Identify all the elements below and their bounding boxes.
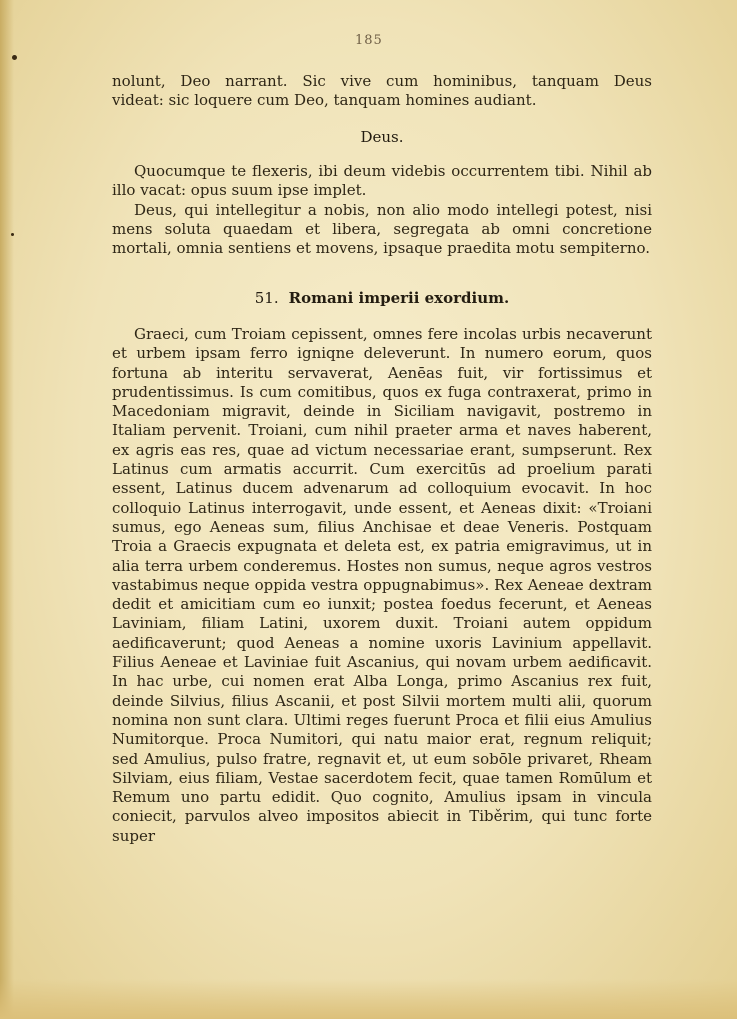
deus-paragraph: Quocumque te flexeris, ibi deum videbis occurrentem tibi. Nihil ab illo vacat: opus suum ipse implet. [112,162,652,200]
ink-spot [12,55,17,60]
deus-passage [112,162,652,258]
page-bottom-shadow [0,979,737,1019]
intro-line: nolunt, Deo narrant. Sic vive cum hominibus, tanquam Deus [112,72,652,90]
romani-passage [112,325,652,846]
page-edge-shadow [0,0,14,1019]
romani-paragraph: Graeci, cum Troiam cepissent, omnes fere incolas urbis necaverunt et urbem ipsam ferro igniqne deleverunt. In numero eorum, quos fortuna ab interitu servaverat, Aenēas fuit, vir fortissimus et prudentissimus. Is cum comitibus, quos ex fuga contraxerat, primo in Macedoniam migravit, deinde in Siciliam navigavit, postremo in Italiam pervenit. Troiani, cum nihil praeter arma et naves haberent, ex agris eas res, quae ad victum necessariae erant, sumpserunt. Rex Latinus cum armatis accurrit. Cum exercitūs ad proelium parati essent, Latinus ducem advenarum ad colloquium evocavit. In hoc colloquio Latinus interrogavit, unde essent, et Aeneas dixit: «Troiani sumus, ego Aeneas sum, filius Anchisae et deae Veneris. Postquam Troia a Graecis expugnata et deleta est, ex patria emigravimus, ut in alia terra urbem conderemus. Hostes non sumus, neque agros vestros vastabimus neque oppida vestra oppugnabimus». Rex Aeneae dextram dedit et amicitiam cum eo iunxit; postea foedus fecerunt, et Aeneas Laviniam, filiam Latini, uxorem duxit. Troiani autem oppidum aedificaverunt; quod Aeneas a nomine uxoris Lavinium appellavit. Filius Aeneae et Laviniae fuit Ascanius, qui novam urbem aedificavit. In hac urbe, cui nomen erat Alba Longa, primo Ascanius rex fuit, deinde Silvius, filius Ascanii, et post Silvii mortem multi alii, quorum nomina non sunt clara. Ultimi reges fuerunt Proca et filii eius Amulius Numitorque. Proca Numitori, qui natu maior erat, regnum reliquit; sed Amulius, pulso fratre, regnavit et, ut eum sobōle privaret, Rheam Silviam, eius filiam, Vestae sacerdotem fecit, quae tamen Romūlum et Remum uno partu edidit. Quo cognito, Amulius ipsam in vincula coniecit, parvulos alveo impositos abiecit in Tiběrim, qui tunc forte super [112,325,652,845]
page-number: 185 [355,33,383,48]
intro-line: videat: sic loquere cum Deo, tanquam homines audiant. [112,91,537,110]
intro-passage [112,72,652,111]
section-title: Romani imperii exordium. [288,289,510,307]
section-number: 51. [254,289,279,307]
ink-spot [11,233,14,236]
section-heading-romani [112,289,652,307]
section-heading-deus: Deus. [360,128,404,146]
deus-paragraph: Deus, qui intellegitur a nobis, non alio modo intellegi potest, nisi mens soluta quaedam et libera, segregata ab omni concretione mortali, omnia sentiens et movens, ipsaque praedita motu sempiterno. [112,200,652,258]
